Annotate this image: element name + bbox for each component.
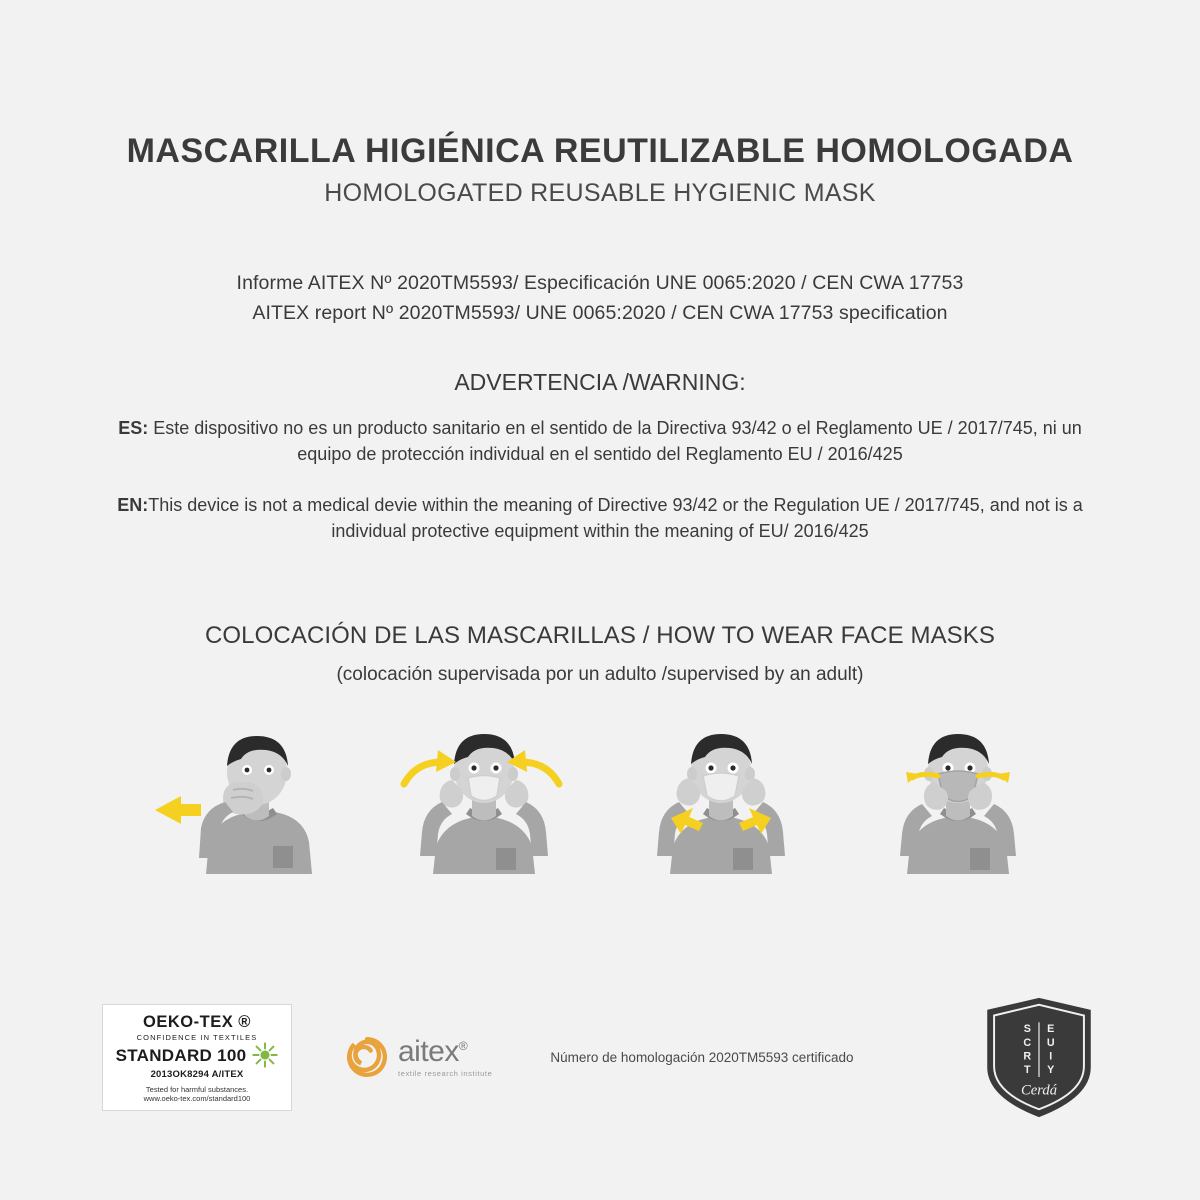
- step-2-raise-hands: [374, 714, 589, 894]
- svg-text:T: T: [1024, 1063, 1031, 1076]
- page-title-en: HOMOLOGATED REUSABLE HYGIENIC MASK: [324, 179, 876, 207]
- warning-text-en: This device is not a medical devie within the meaning of Directive 93/42 or the Regulation UE / 2017/745, and not is a individual protective equipment within the meaning of EU/ 2016/425: [148, 495, 1083, 541]
- security-cerda-badge: [980, 995, 1098, 1120]
- report-line-es: Informe AITEX Nº 2020TM5593/ Especificación UNE 0065:2020 / CEN CWA 17753: [236, 272, 964, 294]
- svg-text:S: S: [1023, 1022, 1031, 1035]
- svg-text:Cerdá: Cerdá: [1020, 1082, 1058, 1099]
- page-title-es: MASCARILLA HIGIÉNICA REUTILIZABLE HOMOLOGADA: [126, 132, 1074, 170]
- howto-steps: [40, 714, 1160, 894]
- aitex-tagline: textile research institute: [398, 1068, 493, 1078]
- aitex-name: aitex®: [398, 1034, 468, 1068]
- footer: [40, 992, 1160, 1122]
- oeko-code: 2013OK8294 A/ITEX: [150, 1068, 244, 1080]
- oeko-url[interactable]: www.oeko-tex.com/standard100: [143, 1093, 251, 1103]
- step-3-place-mask: [611, 714, 826, 894]
- homologation-text: Número de homologación 2020TM5593 certificado: [550, 1049, 854, 1065]
- svg-text:Y: Y: [1047, 1063, 1055, 1076]
- howto-subtitle: (colocación supervisada por un adulto /supervised by an adult): [336, 664, 864, 686]
- warning-text-es: Este dispositivo no es un producto sanitario en el sentido de la Directiva 93/42 o el Reglamento UE / 2017/745, ni un equipo de protección individual en el sentido del Reglamento EU / 2016/425: [148, 418, 1082, 464]
- svg-text:I: I: [1049, 1049, 1053, 1062]
- oeko-tested-text: Tested for harmful substances.: [145, 1084, 249, 1094]
- warning-paragraph-en: [40, 493, 1160, 544]
- svg-text:E: E: [1047, 1022, 1055, 1035]
- document-inner-panel: [40, 36, 1160, 1164]
- title-block: [40, 36, 1160, 208]
- howto-title: COLOCACIÓN DE LAS MASCARILLAS / HOW TO WEAR FACE MASKS: [204, 622, 996, 650]
- aitex-text: [398, 1034, 493, 1078]
- spiral-icon: [346, 1036, 388, 1078]
- svg-text:U: U: [1046, 1036, 1055, 1049]
- oeko-standard: STANDARD 100: [115, 1046, 247, 1065]
- warning-lang-tag-en: EN:: [117, 495, 149, 516]
- report-block: [40, 272, 1160, 325]
- svg-text:R: R: [1023, 1049, 1032, 1062]
- aitex-logo: [346, 1036, 492, 1078]
- sun-icon: [252, 1042, 278, 1068]
- oeko-subtitle: CONFIDENCE IN TEXTILES: [136, 1032, 258, 1042]
- arrow-icon: [155, 796, 201, 824]
- warning-paragraph-es: [40, 416, 1160, 467]
- oeko-standard-row: [109, 1042, 285, 1068]
- shield-icon: [980, 995, 1098, 1120]
- report-line-en: AITEX report Nº 2020TM5593/ UNE 0065:2020 / CEN CWA 17753 specification: [252, 302, 948, 324]
- step-4-adjust-straps: [848, 714, 1063, 894]
- warning-lang-tag-es: ES:: [118, 418, 149, 438]
- step-1-clean-face: [137, 714, 352, 894]
- svg-text:C: C: [1023, 1036, 1032, 1049]
- oeko-tex-badge: [102, 1004, 292, 1111]
- warning-title: ADVERTENCIA /WARNING:: [454, 369, 746, 395]
- oeko-title: OEKO-TEX ®: [143, 1012, 251, 1031]
